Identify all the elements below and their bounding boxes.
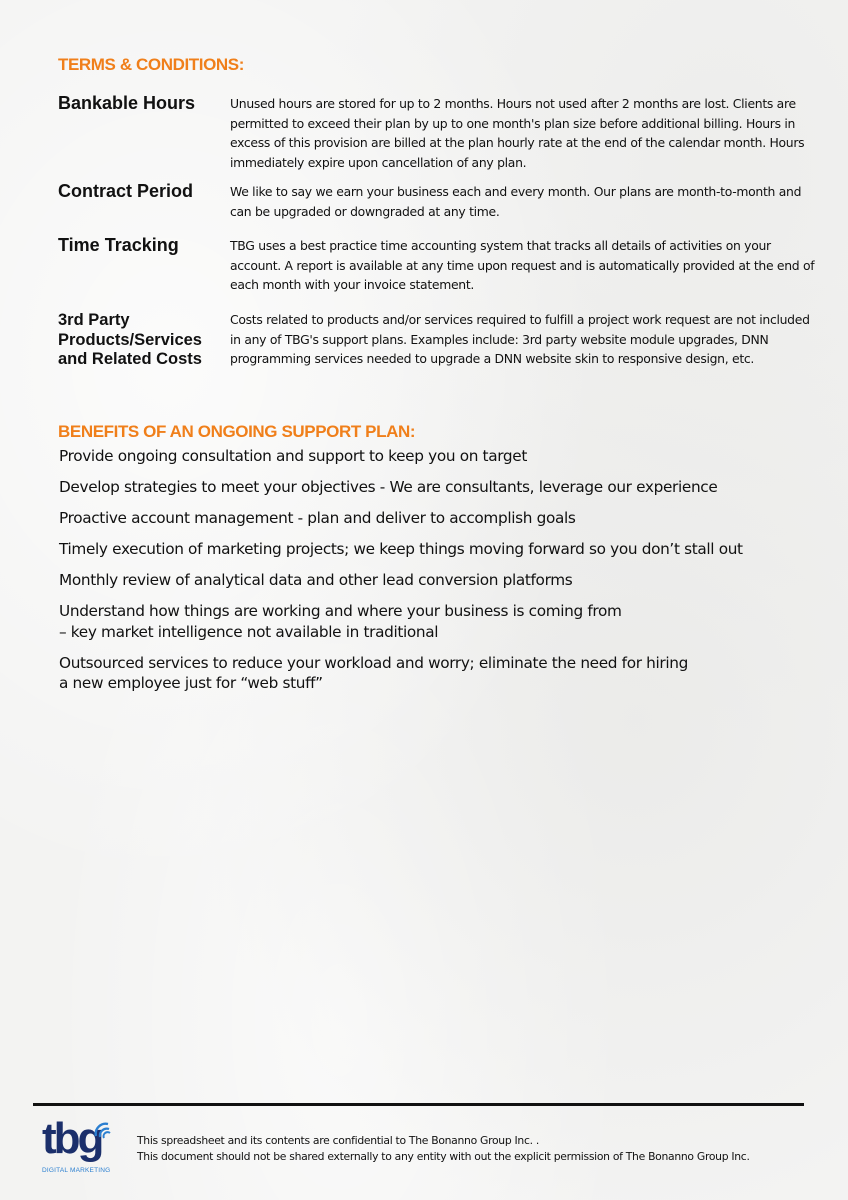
- confidentiality-line: This document should not be shared externally to any entity with out the explicit permission of The Bonanno Group Inc.: [137, 1149, 750, 1163]
- benefit-item: Provide ongoing consultation and support to keep you on target: [59, 447, 527, 465]
- logo-tagline: DIGITAL MARKETING: [42, 1167, 111, 1174]
- term-label: 3rd Party Products/Services and Related Costs: [58, 311, 202, 368]
- benefits-heading: BENEFITS OF AN ONGOING SUPPORT PLAN:: [58, 422, 416, 441]
- benefit-item: Develop strategies to meet your objectives - We are consultants, leverage our experience: [59, 478, 718, 496]
- term-description: TBG uses a best practice time accounting system that tracks all details of activities on your account. A report is available at any time upon request and is automatically provided at the end of each month with your invoice statement.: [230, 238, 815, 292]
- tbg-logo: [42, 1114, 122, 1182]
- benefit-line: Understand how things are working and where your business is coming from: [59, 602, 622, 620]
- confidentiality-line: This spreadsheet and its contents are confidential to The Bonanno Group Inc. .: [137, 1134, 539, 1147]
- benefit-line: – key market intelligence not available in traditional: [59, 622, 439, 641]
- benefit-item: Monthly review of analytical data and other lead conversion platforms: [59, 571, 573, 589]
- benefit-item: [59, 653, 819, 694]
- benefits-list: [59, 446, 819, 704]
- term-description: Costs related to products and/or services required to fulfill a project work request are not included in any of TBG's support plans. Examples include: 3rd party website module upgrades, DNN programming services needed to upgrade a DNN website skin to responsive design, etc.: [230, 312, 810, 366]
- benefit-item: Proactive account management - plan and deliver to accomplish goals: [59, 509, 576, 527]
- logo-wordmark: tbg: [42, 1114, 102, 1163]
- term-description: Unused hours are stored for up to 2 months. Hours not used after 2 months are lost. Clients are permitted to exceed their plan by up to one month's plan size before additional billing. Hours in excess of this provision are billed at the plan hourly rate at the end of the calendar month. Hours immediately expire upon cancellation of any plan.: [230, 96, 805, 170]
- terms-heading: TERMS & CONDITIONS:: [58, 55, 245, 74]
- benefit-item: [59, 601, 819, 642]
- signal-waves-icon: [94, 1120, 118, 1140]
- benefit-line: a new employee just for “web stuff”: [59, 674, 323, 692]
- confidentiality-notice: [137, 1133, 827, 1164]
- term-label: Bankable Hours: [58, 93, 196, 113]
- term-label: Contract Period: [58, 181, 194, 201]
- benefit-item: Timely execution of marketing projects; we keep things moving forward so you don’t stall out: [59, 540, 743, 558]
- benefit-line: Outsourced services to reduce your workload and worry; eliminate the need for hiring: [59, 653, 688, 672]
- footer-divider: [33, 1103, 804, 1106]
- term-description: We like to say we earn your business each and every month. Our plans are month-to-month and can be upgraded or downgraded at any time.: [230, 184, 802, 219]
- term-label: Time Tracking: [58, 235, 179, 255]
